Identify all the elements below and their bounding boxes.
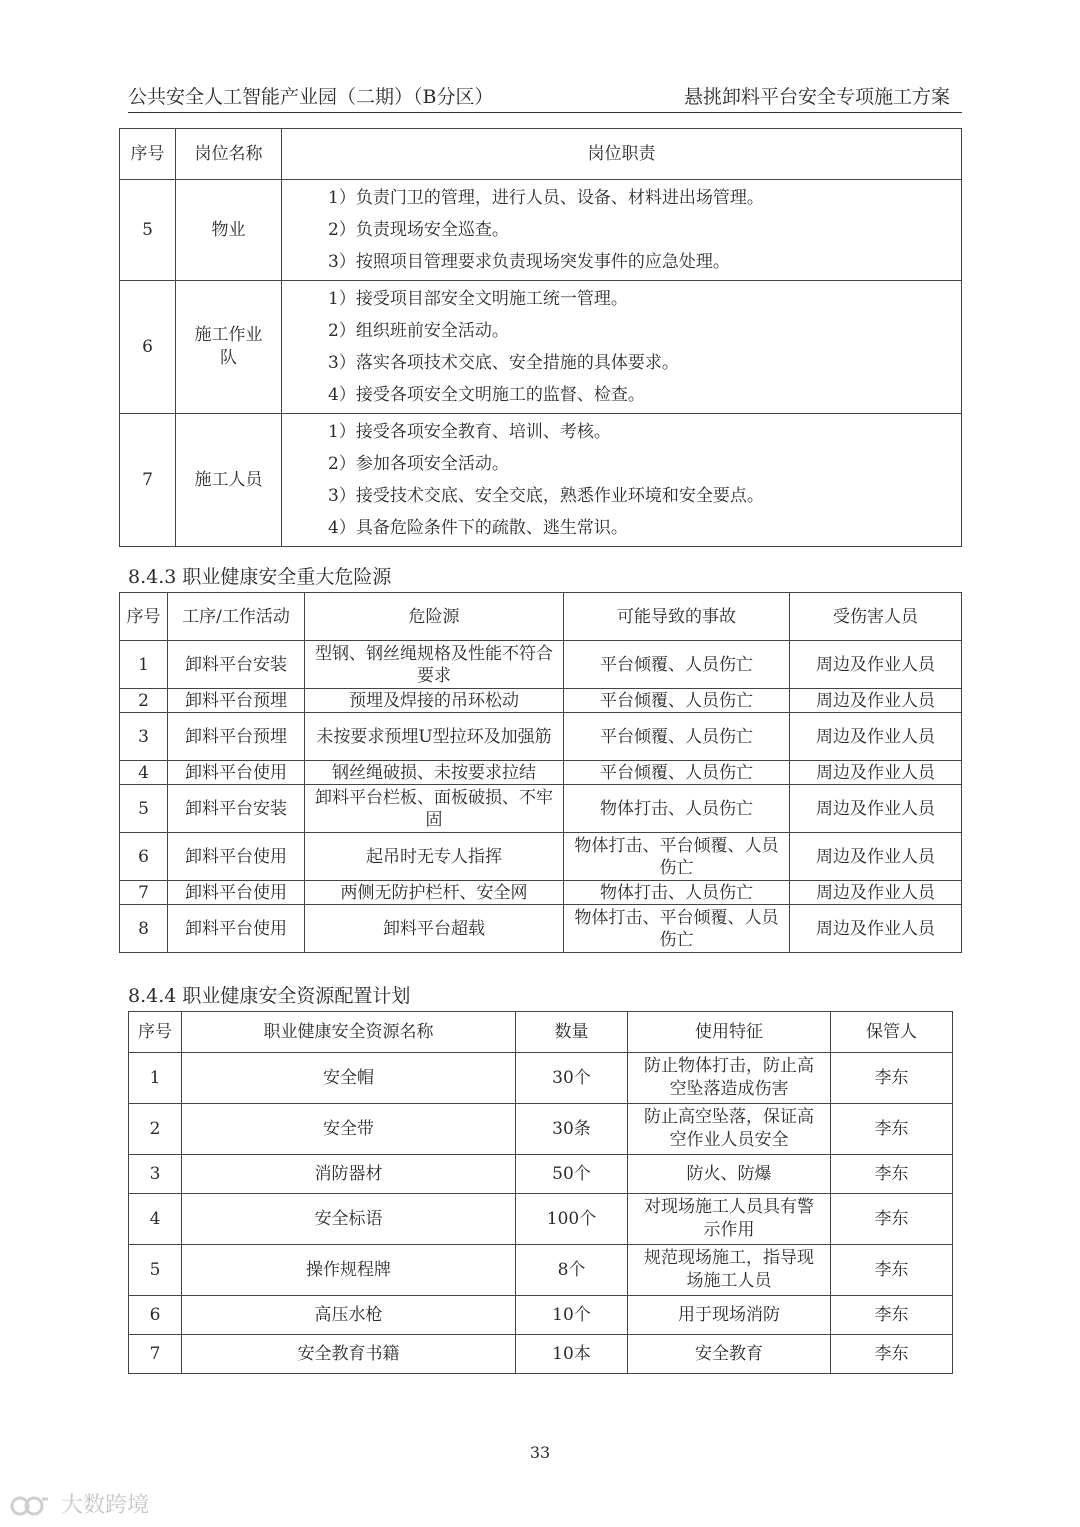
role-name: 物业 bbox=[176, 180, 282, 281]
cell-keeper: 李东 bbox=[831, 1053, 953, 1104]
header-cell-no: 序号 bbox=[129, 1012, 182, 1053]
table-row bbox=[120, 833, 962, 881]
cell-feature: 安全教育 bbox=[628, 1335, 831, 1374]
cell-activity: 卸料平台安装 bbox=[168, 785, 305, 833]
cell-feature: 用于现场消防 bbox=[628, 1296, 831, 1335]
table-row bbox=[129, 1194, 953, 1245]
duty-list bbox=[282, 414, 962, 547]
cell-activity: 卸料平台预埋 bbox=[168, 689, 305, 713]
duty-item: 4）接受各项安全文明施工的监督、检查。 bbox=[328, 385, 645, 405]
cell-resource: 安全标语 bbox=[182, 1194, 516, 1245]
cell-keeper: 李东 bbox=[831, 1104, 953, 1155]
cell-no: 7 bbox=[120, 881, 168, 905]
cell-no: 2 bbox=[129, 1104, 182, 1155]
header-cell-accident: 可能导致的事故 bbox=[564, 593, 790, 641]
watermark-logo-icon bbox=[10, 1493, 50, 1519]
cell-keeper: 李东 bbox=[831, 1194, 953, 1245]
header-cell-resource: 职业健康安全资源名称 bbox=[182, 1012, 516, 1053]
cell-no: 3 bbox=[129, 1155, 182, 1194]
cell-activity: 卸料平台使用 bbox=[168, 833, 305, 881]
table-row bbox=[120, 761, 962, 785]
cell-accident: 物体打击、平台倾覆、人员伤亡 bbox=[564, 833, 790, 881]
cell-resource: 高压水枪 bbox=[182, 1296, 516, 1335]
cell-keeper: 李东 bbox=[831, 1335, 953, 1374]
cell-quantity: 30条 bbox=[516, 1104, 628, 1155]
cell-resource: 安全教育书籍 bbox=[182, 1335, 516, 1374]
cell-hazard: 起吊时无专人指挥 bbox=[305, 833, 564, 881]
table-header-row bbox=[120, 129, 962, 180]
cell-no: 5 bbox=[129, 1245, 182, 1296]
cell-activity: 卸料平台安装 bbox=[168, 641, 305, 689]
cell-hazard: 钢丝绳破损、未按要求拉结 bbox=[305, 761, 564, 785]
cell-victims: 周边及作业人员 bbox=[790, 905, 962, 953]
header-cell-no: 序号 bbox=[120, 129, 176, 180]
role-name: 施工人员 bbox=[176, 414, 282, 547]
cell-quantity: 100个 bbox=[516, 1194, 628, 1245]
watermark bbox=[10, 1488, 149, 1519]
duty-item: 2）参加各项安全活动。 bbox=[328, 454, 509, 474]
cell-no: 8 bbox=[120, 905, 168, 953]
table-row bbox=[120, 713, 962, 761]
header-project-title: 公共安全人工智能产业园（二期）（B分区） bbox=[128, 86, 494, 108]
header-cell-no: 序号 bbox=[120, 593, 168, 641]
table-row bbox=[120, 905, 962, 953]
row-number: 5 bbox=[120, 180, 176, 281]
cell-quantity: 50个 bbox=[516, 1155, 628, 1194]
table-row bbox=[120, 785, 962, 833]
table-header-row bbox=[129, 1012, 953, 1053]
cell-accident: 平台倾覆、人员伤亡 bbox=[564, 689, 790, 713]
header-cell-keeper: 保管人 bbox=[831, 1012, 953, 1053]
table-row bbox=[129, 1296, 953, 1335]
cell-victims: 周边及作业人员 bbox=[790, 713, 962, 761]
duty-item: 1）负责门卫的管理，进行人员、设备、材料进出场管理。 bbox=[328, 188, 764, 208]
table-row bbox=[129, 1053, 953, 1104]
header-cell-hazard: 危险源 bbox=[305, 593, 564, 641]
duty-item: 1）接受项目部安全文明施工统一管理。 bbox=[328, 289, 628, 309]
table-row bbox=[120, 881, 962, 905]
row-number: 6 bbox=[120, 281, 176, 414]
duty-item: 2）负责现场安全巡查。 bbox=[328, 220, 509, 240]
cell-accident: 物体打击、人员伤亡 bbox=[564, 785, 790, 833]
header-cell-quantity: 数量 bbox=[516, 1012, 628, 1053]
cell-victims: 周边及作业人员 bbox=[790, 785, 962, 833]
header-cell-role: 岗位名称 bbox=[176, 129, 282, 180]
cell-quantity: 10个 bbox=[516, 1296, 628, 1335]
table-row bbox=[120, 180, 962, 281]
table-row bbox=[120, 281, 962, 414]
duty-item: 3）按照项目管理要求负责现场突发事件的应急处理。 bbox=[328, 252, 730, 272]
section-heading-resources: 8.4.4 职业健康安全资源配置计划 bbox=[128, 985, 411, 1007]
cell-activity: 卸料平台使用 bbox=[168, 881, 305, 905]
cell-feature: 防止高空坠落，保证高空作业人员安全 bbox=[628, 1104, 831, 1155]
cell-accident: 物体打击、平台倾覆、人员伤亡 bbox=[564, 905, 790, 953]
duty-item: 3）落实各项技术交底、安全措施的具体要求。 bbox=[328, 353, 679, 373]
cell-no: 7 bbox=[129, 1335, 182, 1374]
cell-feature: 规范现场施工，指导现场施工人员 bbox=[628, 1245, 831, 1296]
cell-accident: 平台倾覆、人员伤亡 bbox=[564, 713, 790, 761]
table-row bbox=[129, 1335, 953, 1374]
resource-table bbox=[128, 1011, 953, 1374]
cell-quantity: 10本 bbox=[516, 1335, 628, 1374]
cell-resource: 安全带 bbox=[182, 1104, 516, 1155]
header-cell-activity: 工序/工作活动 bbox=[168, 593, 305, 641]
cell-no: 1 bbox=[129, 1053, 182, 1104]
table-row bbox=[120, 414, 962, 547]
cell-accident: 平台倾覆、人员伤亡 bbox=[564, 761, 790, 785]
cell-activity: 卸料平台预埋 bbox=[168, 713, 305, 761]
role-name: 施工作业队 bbox=[176, 281, 282, 414]
cell-no: 1 bbox=[120, 641, 168, 689]
cell-feature: 防火、防爆 bbox=[628, 1155, 831, 1194]
cell-feature: 对现场施工人员具有警示作用 bbox=[628, 1194, 831, 1245]
header-cell-duties: 岗位职责 bbox=[282, 129, 962, 180]
table-row bbox=[129, 1104, 953, 1155]
cell-no: 5 bbox=[120, 785, 168, 833]
cell-resource: 消防器材 bbox=[182, 1155, 516, 1194]
cell-accident: 平台倾覆、人员伤亡 bbox=[564, 641, 790, 689]
responsibilities-table bbox=[119, 128, 962, 547]
cell-no: 2 bbox=[120, 689, 168, 713]
cell-hazard: 两侧无防护栏杆、安全网 bbox=[305, 881, 564, 905]
cell-activity: 卸料平台使用 bbox=[168, 761, 305, 785]
duty-list bbox=[282, 281, 962, 414]
duty-item: 1）接受各项安全教育、培训、考核。 bbox=[328, 422, 611, 442]
hazard-table bbox=[119, 592, 962, 953]
cell-resource: 安全帽 bbox=[182, 1053, 516, 1104]
cell-feature: 防止物体打击，防止高空坠落造成伤害 bbox=[628, 1053, 831, 1104]
page-header bbox=[128, 78, 962, 113]
cell-victims: 周边及作业人员 bbox=[790, 881, 962, 905]
page-number: 33 bbox=[529, 1443, 551, 1462]
cell-hazard: 卸料平台超载 bbox=[305, 905, 564, 953]
duty-item: 3）接受技术交底、安全交底，熟悉作业环境和安全要点。 bbox=[328, 486, 764, 506]
cell-hazard: 预埋及焊接的吊环松动 bbox=[305, 689, 564, 713]
table-row bbox=[129, 1245, 953, 1296]
table-row bbox=[120, 689, 962, 713]
cell-resource: 操作规程牌 bbox=[182, 1245, 516, 1296]
duty-item: 2）组织班前安全活动。 bbox=[328, 321, 509, 341]
cell-victims: 周边及作业人员 bbox=[790, 761, 962, 785]
cell-no: 6 bbox=[129, 1296, 182, 1335]
cell-activity: 卸料平台使用 bbox=[168, 905, 305, 953]
cell-no: 6 bbox=[120, 833, 168, 881]
duty-item: 4）具备危险条件下的疏散、逃生常识。 bbox=[328, 518, 628, 538]
cell-victims: 周边及作业人员 bbox=[790, 689, 962, 713]
cell-victims: 周边及作业人员 bbox=[790, 833, 962, 881]
cell-accident: 物体打击、人员伤亡 bbox=[564, 881, 790, 905]
cell-quantity: 30个 bbox=[516, 1053, 628, 1104]
section-heading-hazards: 8.4.3 职业健康安全重大危险源 bbox=[128, 566, 392, 588]
header-cell-feature: 使用特征 bbox=[628, 1012, 831, 1053]
table-row bbox=[129, 1155, 953, 1194]
cell-quantity: 8个 bbox=[516, 1245, 628, 1296]
cell-keeper: 李东 bbox=[831, 1245, 953, 1296]
cell-hazard: 未按要求预埋U型拉环及加强筋 bbox=[305, 713, 564, 761]
cell-no: 4 bbox=[120, 761, 168, 785]
cell-no: 4 bbox=[129, 1194, 182, 1245]
header-doc-title: 悬挑卸料平台安全专项施工方案 bbox=[683, 86, 950, 108]
cell-keeper: 李东 bbox=[831, 1296, 953, 1335]
cell-keeper: 李东 bbox=[831, 1155, 953, 1194]
watermark-text: 大数跨境 bbox=[61, 1493, 150, 1518]
cell-victims: 周边及作业人员 bbox=[790, 641, 962, 689]
cell-hazard: 卸料平台栏板、面板破损、不牢固 bbox=[305, 785, 564, 833]
cell-hazard: 型钢、钢丝绳规格及性能不符合要求 bbox=[305, 641, 564, 689]
duty-list bbox=[282, 180, 962, 281]
table-row bbox=[120, 641, 962, 689]
header-cell-victims: 受伤害人员 bbox=[790, 593, 962, 641]
cell-no: 3 bbox=[120, 713, 168, 761]
table-header-row bbox=[120, 593, 962, 641]
row-number: 7 bbox=[120, 414, 176, 547]
